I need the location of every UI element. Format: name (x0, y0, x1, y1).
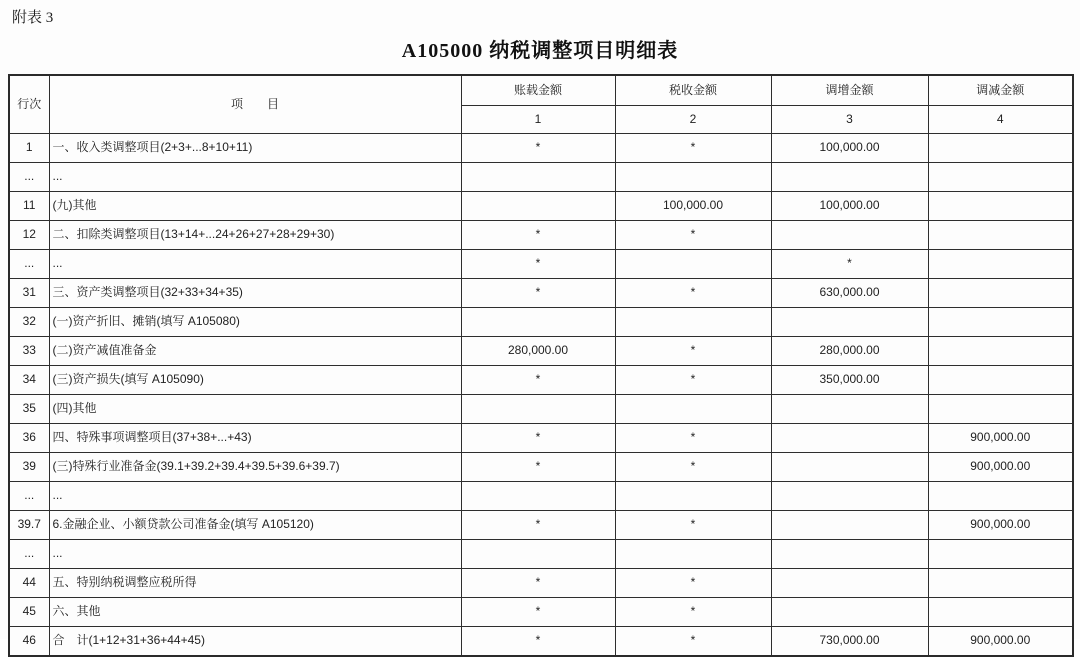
cell-book-amount: * (461, 424, 615, 453)
appendix-label: 附表 3 (12, 10, 54, 26)
cell-tax-amount (615, 308, 771, 337)
table-row (9, 569, 1073, 598)
cell-book-amount (461, 482, 615, 511)
cell-row-no: 39.7 (9, 511, 49, 540)
cell-tax-amount: * (615, 221, 771, 250)
header-col-num-1: 1 (461, 106, 615, 134)
cell-increase-amount (771, 482, 928, 511)
cell-decrease-amount (928, 366, 1073, 395)
cell-row-no: 35 (9, 395, 49, 424)
cell-item: (九)其他 (49, 192, 461, 221)
cell-decrease-amount (928, 482, 1073, 511)
cell-row-no: 45 (9, 598, 49, 627)
cell-decrease-amount (928, 395, 1073, 424)
cell-tax-amount: 100,000.00 (615, 192, 771, 221)
header-tax-amount: 税收金额 (615, 75, 771, 106)
cell-tax-amount: * (615, 424, 771, 453)
cell-row-no: 36 (9, 424, 49, 453)
cell-row-no: 33 (9, 337, 49, 366)
cell-book-amount (461, 540, 615, 569)
cell-item: 6.金融企业、小额贷款公司准备金(填写 A105120) (49, 511, 461, 540)
cell-book-amount: 280,000.00 (461, 337, 615, 366)
tax-adjustment-table (8, 74, 1074, 657)
cell-increase-amount (771, 511, 928, 540)
cell-increase-amount: 630,000.00 (771, 279, 928, 308)
cell-decrease-amount (928, 598, 1073, 627)
cell-tax-amount: * (615, 453, 771, 482)
cell-decrease-amount (928, 569, 1073, 598)
header-row-labels (9, 75, 1073, 106)
cell-decrease-amount (928, 250, 1073, 279)
cell-decrease-amount (928, 279, 1073, 308)
cell-item: (三)资产损失(填写 A105090) (49, 366, 461, 395)
cell-item: (二)资产减值准备金 (49, 337, 461, 366)
cell-tax-amount: * (615, 627, 771, 657)
cell-decrease-amount: 900,000.00 (928, 424, 1073, 453)
cell-increase-amount: 280,000.00 (771, 337, 928, 366)
cell-tax-amount: * (615, 337, 771, 366)
table-row (9, 598, 1073, 627)
cell-increase-amount: 350,000.00 (771, 366, 928, 395)
cell-book-amount: * (461, 250, 615, 279)
table-row (9, 511, 1073, 540)
table-row (9, 279, 1073, 308)
header-item: 项 目 (49, 75, 461, 134)
cell-tax-amount: * (615, 569, 771, 598)
cell-tax-amount: * (615, 366, 771, 395)
cell-tax-amount (615, 250, 771, 279)
cell-increase-amount: * (771, 250, 928, 279)
header-col-num-3: 3 (771, 106, 928, 134)
cell-item: ... (49, 250, 461, 279)
cell-tax-amount (615, 540, 771, 569)
cell-book-amount: * (461, 134, 615, 163)
cell-decrease-amount (928, 163, 1073, 192)
cell-book-amount (461, 395, 615, 424)
cell-row-no: 32 (9, 308, 49, 337)
cell-increase-amount (771, 540, 928, 569)
cell-item: ... (49, 163, 461, 192)
cell-item: 五、特别纳税调整应税所得 (49, 569, 461, 598)
cell-row-no: 11 (9, 192, 49, 221)
cell-book-amount: * (461, 511, 615, 540)
cell-increase-amount: 730,000.00 (771, 627, 928, 657)
table-row (9, 627, 1073, 657)
table-row (9, 337, 1073, 366)
cell-book-amount (461, 192, 615, 221)
cell-item: (四)其他 (49, 395, 461, 424)
cell-book-amount: * (461, 279, 615, 308)
cell-book-amount: * (461, 221, 615, 250)
cell-row-no: 39 (9, 453, 49, 482)
cell-row-no: 12 (9, 221, 49, 250)
table-row (9, 163, 1073, 192)
cell-decrease-amount (928, 337, 1073, 366)
cell-tax-amount (615, 482, 771, 511)
cell-item: ... (49, 482, 461, 511)
cell-increase-amount (771, 569, 928, 598)
cell-item: 一、收入类调整项目(2+3+...8+10+11) (49, 134, 461, 163)
cell-increase-amount (771, 395, 928, 424)
cell-increase-amount (771, 453, 928, 482)
header-row-no: 行次 (9, 75, 49, 134)
cell-book-amount (461, 163, 615, 192)
cell-increase-amount (771, 163, 928, 192)
cell-increase-amount (771, 308, 928, 337)
table-row (9, 395, 1073, 424)
cell-decrease-amount (928, 192, 1073, 221)
cell-decrease-amount (928, 540, 1073, 569)
cell-decrease-amount (928, 221, 1073, 250)
cell-increase-amount: 100,000.00 (771, 192, 928, 221)
table-row (9, 540, 1073, 569)
cell-row-no: 34 (9, 366, 49, 395)
cell-row-no: ... (9, 250, 49, 279)
cell-decrease-amount (928, 308, 1073, 337)
table-row (9, 453, 1073, 482)
table-row (9, 482, 1073, 511)
cell-item: 六、其他 (49, 598, 461, 627)
cell-row-no: 31 (9, 279, 49, 308)
cell-book-amount: * (461, 366, 615, 395)
header-increase-amount: 调增金额 (771, 75, 928, 106)
cell-increase-amount (771, 221, 928, 250)
cell-row-no: 1 (9, 134, 49, 163)
header-decrease-amount: 调减金额 (928, 75, 1073, 106)
cell-item: 二、扣除类调整项目(13+14+...24+26+27+28+29+30) (49, 221, 461, 250)
cell-decrease-amount: 900,000.00 (928, 627, 1073, 657)
table-row (9, 308, 1073, 337)
cell-decrease-amount (928, 134, 1073, 163)
cell-item: 三、资产类调整项目(32+33+34+35) (49, 279, 461, 308)
table-row (9, 192, 1073, 221)
cell-decrease-amount: 900,000.00 (928, 453, 1073, 482)
cell-decrease-amount: 900,000.00 (928, 511, 1073, 540)
cell-item: ... (49, 540, 461, 569)
cell-row-no: 44 (9, 569, 49, 598)
cell-increase-amount (771, 598, 928, 627)
table-row (9, 250, 1073, 279)
cell-tax-amount (615, 395, 771, 424)
cell-book-amount: * (461, 598, 615, 627)
header-book-amount: 账载金额 (461, 75, 615, 106)
header-col-num-4: 4 (928, 106, 1073, 134)
header-col-num-2: 2 (615, 106, 771, 134)
cell-book-amount: * (461, 569, 615, 598)
table-row (9, 221, 1073, 250)
cell-tax-amount: * (615, 511, 771, 540)
cell-item: (三)特殊行业准备金(39.1+39.2+39.4+39.5+39.6+39.7) (49, 453, 461, 482)
cell-tax-amount: * (615, 279, 771, 308)
cell-row-no: 46 (9, 627, 49, 657)
cell-book-amount: * (461, 627, 615, 657)
cell-book-amount (461, 308, 615, 337)
table-row (9, 424, 1073, 453)
form-title: A105000 纳税调整项目明细表 (401, 40, 679, 62)
cell-item: (一)资产折旧、摊销(填写 A105080) (49, 308, 461, 337)
cell-row-no: ... (9, 163, 49, 192)
table-row (9, 134, 1073, 163)
cell-tax-amount: * (615, 598, 771, 627)
cell-tax-amount (615, 163, 771, 192)
cell-tax-amount: * (615, 134, 771, 163)
cell-book-amount: * (461, 453, 615, 482)
cell-row-no: ... (9, 540, 49, 569)
cell-increase-amount: 100,000.00 (771, 134, 928, 163)
table-row (9, 366, 1073, 395)
cell-row-no: ... (9, 482, 49, 511)
cell-increase-amount (771, 424, 928, 453)
cell-item: 合 计(1+12+31+36+44+45) (49, 627, 461, 657)
cell-item: 四、特殊事项调整项目(37+38+...+43) (49, 424, 461, 453)
